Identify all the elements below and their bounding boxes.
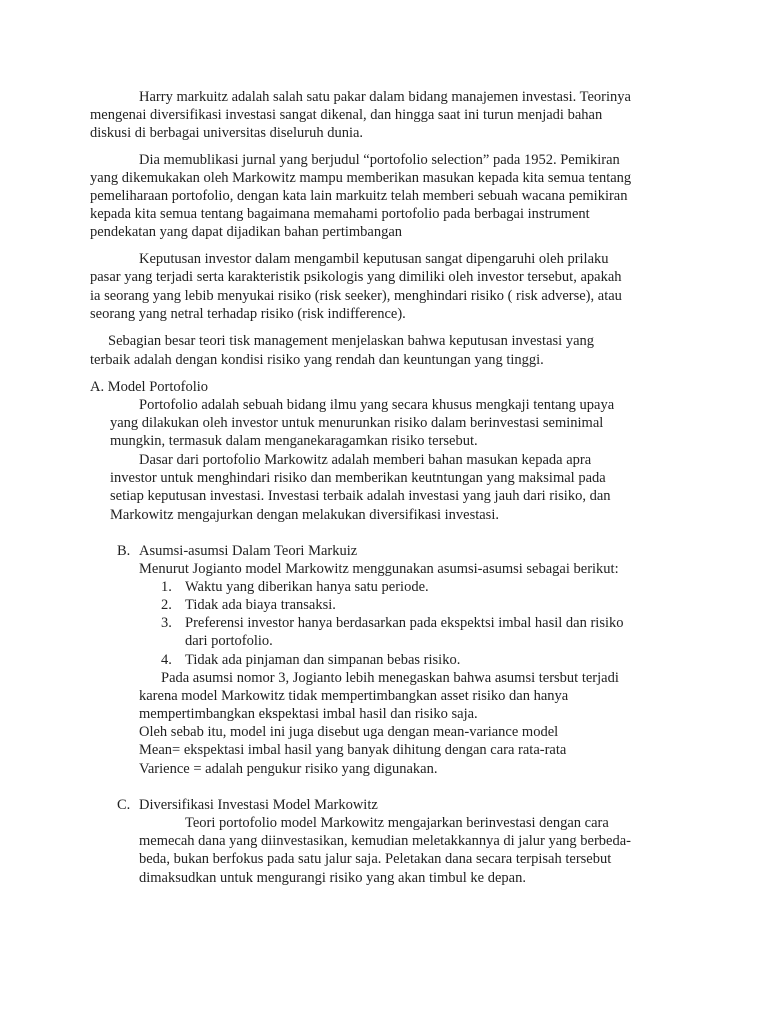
- list-item: Waktu yang diberikan hanya satu periode.: [185, 579, 429, 595]
- list-number: 1.: [161, 579, 172, 595]
- text-line: yang dilakukan oleh investor untuk menurunkan risiko dalam berinvestasi seminimal: [110, 415, 604, 431]
- text-line: Sebagian besar teori tisk management menjelaskan bahwa keputusan investasi yang: [108, 333, 595, 349]
- text-line: investor untuk menghindari risiko dan memberikan keutntungan yang maksimal pada: [110, 470, 606, 486]
- text-line: dimaksudkan untuk mengurangi risiko yang akan timbul ke depan.: [139, 870, 526, 886]
- text-line: yang dikemukakan oleh Markowitz mampu memberikan masukan kepada kita semua tentang: [90, 170, 632, 186]
- section-marker-b: B.: [117, 543, 131, 559]
- text-line: mungkin, termasuk dalam menganekaragamkan risiko tersebut.: [110, 433, 478, 449]
- text-line: Teori portofolio model Markowitz mengajarkan berinvestasi dengan cara: [185, 815, 609, 831]
- text-line: ia seorang yang lebib menyukai risiko (risk seeker), menghindari risiko ( risk adverse), atau: [90, 288, 622, 304]
- list-item: Tidak ada biaya transaksi.: [185, 597, 336, 613]
- text-line: Dasar dari portofolio Markowitz adalah memberi bahan masukan kepada apra: [139, 452, 592, 468]
- text-line: Markowitz mengajurkan dengan melakukan diversifikasi investasi.: [110, 507, 499, 523]
- text-line: Varience = adalah pengukur risiko yang digunakan.: [139, 761, 438, 777]
- text-line: Oleh sebab itu, model ini juga disebut uga dengan mean-variance model: [139, 724, 559, 740]
- text-line: Harry markuitz adalah salah satu pakar dalam bidang manajemen investasi. Teorinya: [139, 89, 631, 105]
- text-line: setiap keputusan investasi. Investasi terbaik adalah investasi yang jauh dari risiko, dan: [110, 488, 611, 504]
- text-line: mengenai diversifikasi investasi sangat dikenal, dan hingga saat ini turun menjadi bahan: [90, 107, 603, 123]
- text-line: Pada asumsi nomor 3, Jogianto lebih menegaskan bahwa asumsi tersbut terjadi: [161, 670, 619, 686]
- text-line: diskusi di berbagai universitas diseluruh dunia.: [90, 125, 364, 141]
- text-line: terbaik adalah dengan kondisi risiko yang rendah dan keuntungan yang tinggi.: [90, 352, 544, 368]
- text-line: memecah dana yang diinvestasikan, kemudian meletakkannya di jalur yang berbeda-: [139, 833, 632, 849]
- text-line: Mean= ekspektasi imbal hasil yang banyak dihitung dengan cara rata-rata: [139, 742, 567, 758]
- list-number: 2.: [161, 597, 172, 613]
- list-number: 3.: [161, 615, 172, 631]
- text-line: pasar yang terjadi serta karakteristik psikologis yang dimiliki oleh investor tersebut, apakah: [90, 269, 622, 285]
- section-marker-c: C.: [117, 797, 131, 813]
- text-line: pemeliharaan portofolio, dengan kata lain markuitz telah memberi sebuah wacana pemikiran: [90, 188, 628, 204]
- section-heading-a: A. Model Portofolio: [90, 379, 209, 395]
- section-heading-b: Asumsi-asumsi Dalam Teori Markuiz: [139, 543, 358, 559]
- text-line: mempertimbangkan ekspektasi imbal hasil dan risiko saja.: [139, 706, 478, 722]
- text-line: Keputusan investor dalam mengambil keputusan sangat dipengaruhi oleh prilaku: [139, 251, 609, 267]
- text-line: Dia memublikasi jurnal yang berjudul “portofolio selection” pada 1952. Pemikiran: [139, 152, 620, 168]
- text-line: Portofolio adalah sebuah bidang ilmu yang secara khusus mengkaji tentang upaya: [139, 397, 615, 413]
- list-item: Tidak ada pinjaman dan simpanan bebas risiko.: [185, 652, 461, 668]
- text-line: pendekatan yang dapat dijadikan bahan pertimbangan: [90, 224, 403, 240]
- text-line: kepada kita semua tentang bagaimana memahami portofolio pada berbagai instrument: [90, 206, 590, 222]
- text-line: beda, bukan berfokus pada satu jalur saja. Peletakan dana secara terpisah tersebut: [139, 851, 612, 867]
- list-item: Preferensi investor hanya berdasarkan pada ekspektsi imbal hasil dan risiko: [185, 615, 624, 631]
- text-line: karena model Markowitz tidak mempertimbangkan asset risiko dan hanya: [139, 688, 569, 704]
- list-item-continued: dari portofolio.: [185, 633, 273, 649]
- text-line: seorang yang netral terhadap risiko (risk indifference).: [90, 306, 406, 322]
- text-line: Menurut Jogianto model Markowitz menggunakan asumsi-asumsi sebagai berikut:: [139, 561, 619, 577]
- section-heading-c: Diversifikasi Investasi Model Markowitz: [139, 797, 378, 813]
- list-number: 4.: [161, 652, 172, 668]
